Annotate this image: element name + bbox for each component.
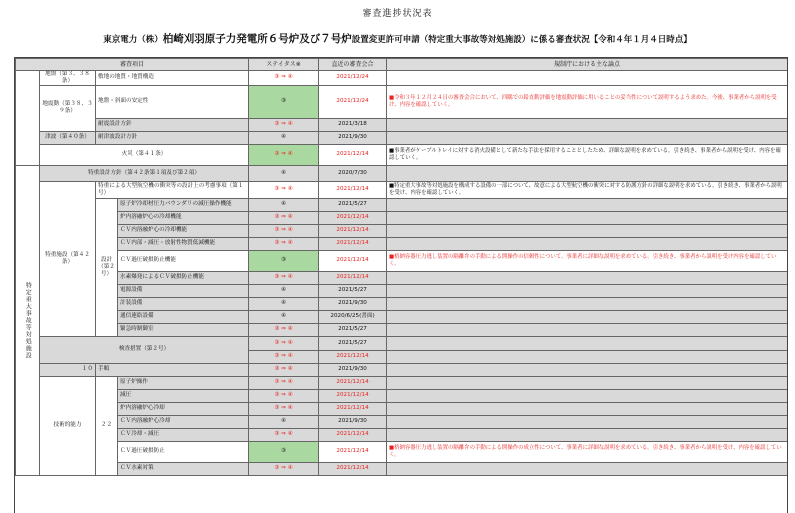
table-row [16,323,788,336]
row-item: ＣＶ過圧破損防止機能 [118,250,249,271]
table-row [16,118,788,131]
row-item: 特重による大型航空機の衝突等の設計上の考慮事項（第１号） [96,181,249,198]
row-item: 電源設備 [118,284,249,297]
group-label-taisho: 技術的能力 [40,376,96,475]
review-status-table [15,58,788,476]
row-status: ④ [249,297,319,310]
subtitle-scope: 設置変更許可申請（特定重大事故等対処施設）に係る審査状況【令和４年１月４日時点】 [351,35,692,45]
table-row [16,428,788,441]
row-note: ■令和３年１２月２４日の審査会合において、四隅での鉛直動評価を地震動評価に用いることの妥当性について説明するよう求めた。今後、事業者から説明を受け、内容を確認していく。 [387,85,788,118]
table-row [16,131,788,144]
table-row [16,211,788,224]
row-item: 耐津波設計方針 [96,131,249,144]
row-date: 2021/5/27 [319,336,387,350]
row-status: ③ ⇒ ④ [249,71,319,86]
header-review-item: 審査項目 [16,59,249,71]
table-row [16,415,788,428]
row-date: 2021/3/18 [319,118,387,131]
row-note [387,211,788,224]
row-item: 原子炉操作 [118,376,249,389]
table-row [16,85,788,118]
row-status: ④ [249,165,319,181]
row-status: ③ ⇒ ④ [249,363,319,376]
header-main-issues: 規制庁における主な論点 [387,59,788,71]
row-date: 2021/12/14 [319,389,387,402]
table-row [16,402,788,415]
row-date: 2021/12/24 [319,85,387,118]
row-status: ③ ⇒ ④ [249,144,319,165]
row-note [387,224,788,237]
row-note [387,284,788,297]
table-row [16,181,788,198]
table-row [16,336,788,350]
row-item: 水素爆発によるＣＶ破損防止機能 [118,271,249,284]
row-item: ＣＶ内部・減圧・放射性物質低減機能 [118,237,249,250]
row-item: ＣＶ水素対策 [118,462,249,475]
row-status: ③ ⇒ ④ [249,402,319,415]
row-date: 2021/12/14 [319,250,387,271]
row-note [387,310,788,323]
row-date: 2021/12/14 [319,350,387,363]
row-note [387,402,788,415]
table-row [16,441,788,462]
row-item: 減圧 [118,389,249,402]
header-status: ステイタス※ [249,59,319,71]
row-note: ■格納容器圧力逃し装置の隔離弁の手動による開操作の成立性について、事業者に詳細な説明を求めている。引き続き、事業者から説明を受け、内容を確認していく。 [387,441,788,462]
row-note [387,428,788,441]
table-row [16,284,788,297]
row-status: ④ [249,284,319,297]
row-status: ③ ⇒ ④ [249,462,319,475]
row-item: 計装設備 [118,297,249,310]
row-date: 2021/12/14 [319,144,387,165]
row-note [387,323,788,336]
row-status: ④ [249,198,319,211]
table-row [16,198,788,211]
row-note [387,389,788,402]
row-status: ③ ⇒ ④ [249,271,319,284]
row-number: ２２ [96,376,118,475]
table-row [16,297,788,310]
row-note [387,198,788,211]
row-status: ③ ⇒ ④ [249,237,319,250]
table-row [16,144,788,165]
row-category: 地盤（第３、３８条） [40,71,96,86]
row-date: 2020/6/25(書面) [319,310,387,323]
row-note [387,363,788,376]
table-row [16,363,788,376]
table-row [16,389,788,402]
row-item: 耐震設計方針 [96,118,249,131]
row-status: ③ ⇒ ④ [249,224,319,237]
row-status: ③ ⇒ ④ [249,323,319,336]
row-note [387,71,788,86]
row-item: 炉内溶融炉心の冷却機能 [118,211,249,224]
row-date: 2021/12/24 [319,71,387,86]
row-item: ＣＶ過圧破損防止 [118,441,249,462]
table-row [16,237,788,250]
document-subtitle [0,31,795,46]
vertical-label-main: 特定重大事故等対処施設 [16,165,40,475]
row-status: ③ ⇒ ④ [249,336,319,350]
row-item: ＣＶ内溶融炉心冷却 [118,415,249,428]
group-label-tokujyu: 特重施設（第４２条） [40,181,96,336]
table-row [16,224,788,237]
row-status: ④ [249,310,319,323]
row-date: 2021/9/30 [319,415,387,428]
row-note: ■特定重大事故等対処施設を構成する設備の一部について、故意による大型航空機の衝突に対する防護方針の詳細な説明を求めている。引き続き、事業者から説明を受け、内容を確認していく。 [387,181,788,198]
row-date: 2021/12/14 [319,462,387,475]
row-item: 地盤・斜面の安定性 [96,85,249,118]
row-status: ③ ⇒ ④ [249,428,319,441]
row-note [387,376,788,389]
row-date: 2020/7/30 [319,165,387,181]
row-date: 2021/9/30 [319,363,387,376]
table-row [16,71,788,86]
row-date: 2021/9/30 [319,297,387,310]
row-date: 2021/5/27 [319,198,387,211]
row-status: ③ ⇒ ④ [249,376,319,389]
row-status: ③ [249,250,319,271]
row-item: 緊急時制御室 [118,323,249,336]
table-row [16,271,788,284]
row-note: ■事業者がケーブルトレイに対する消火設備として新たな手法を採用することとしたため、詳細な説明を求めている。引き続き、事業者から説明を受け、内容を確認していく。 [387,144,788,165]
row-date: 2021/12/14 [319,376,387,389]
row-category: 火災（第４１条） [40,144,249,165]
row-item: 原子炉冷却材圧力バウンダリの減圧操作機能 [118,198,249,211]
row-note [387,118,788,131]
header-latest-meeting: 直近の審査会合 [319,59,387,71]
table-row [16,310,788,323]
row-date: 2021/9/30 [319,131,387,144]
row-group [40,336,249,363]
row-date: 2021/12/14 [319,181,387,198]
review-status-sheet [14,57,788,513]
table-row [16,376,788,389]
row-status: ③ ⇒ ④ [249,389,319,402]
row-note [387,350,788,363]
row-item: ＣＶ内溶融炉心の冷却機能 [118,224,249,237]
row-status: ④ [249,131,319,144]
row-category: 津波（第４０条） [40,131,96,144]
subtitle-plant: 柏崎刈羽原子力発電所６号炉及び７号炉 [162,33,352,45]
row-note: ■格納容器圧力逃し装置の隔離弁の手動による開操作の信頼性について、事業者に詳細な説明を求めている。引き続き、事業者から説明を受け内容を確認していく。 [387,250,788,271]
row-note [387,415,788,428]
group-label-sekkei: 設計（第２号） [96,198,118,336]
row-date: 2021/12/14 [319,224,387,237]
row-note [387,336,788,350]
row-note [387,131,788,144]
row-date: 2021/12/14 [319,402,387,415]
row-number: １０ [40,363,96,376]
row-date: 2021/12/14 [319,211,387,224]
row-date: 2021/12/14 [319,428,387,441]
document-title: 審査進捗状況表 [362,9,433,19]
row-item: 検査措置（第２号） [118,346,170,353]
row-item: 通信連絡設備 [118,310,249,323]
table-row [16,462,788,475]
row-note [387,165,788,181]
row-item: 敷地の地質・地質構造 [96,71,249,86]
row-item: ＣＶ冷却・減圧 [118,428,249,441]
row-category: 地震動（第３８、３９条） [40,85,96,131]
row-status: ③ ⇒ ④ [249,211,319,224]
table-header-row [16,59,788,71]
row-note [387,462,788,475]
table-row [16,250,788,271]
row-item: 手順 [96,363,249,376]
row-status: ③ ⇒ ④ [249,118,319,131]
row-status: ③ [249,441,319,462]
row-note [387,237,788,250]
row-category: 特重設計方針（第４２条第１項及び第２項） [40,165,249,181]
row-date: 2021/12/14 [319,271,387,284]
row-status: ③ ⇒ ④ [249,350,319,363]
row-item: 炉内溶融炉心冷却 [118,402,249,415]
row-note [387,271,788,284]
row-date: 2021/5/27 [319,323,387,336]
row-date: 2021/12/14 [319,441,387,462]
row-date: 2021/5/27 [319,284,387,297]
row-status: ④ [249,415,319,428]
row-note [387,297,788,310]
table-row [16,165,788,181]
row-status: ③ [249,85,319,118]
row-status: ③ ⇒ ④ [249,181,319,198]
subtitle-company: 東京電力（株） [103,35,163,45]
row-date: 2021/12/14 [319,237,387,250]
